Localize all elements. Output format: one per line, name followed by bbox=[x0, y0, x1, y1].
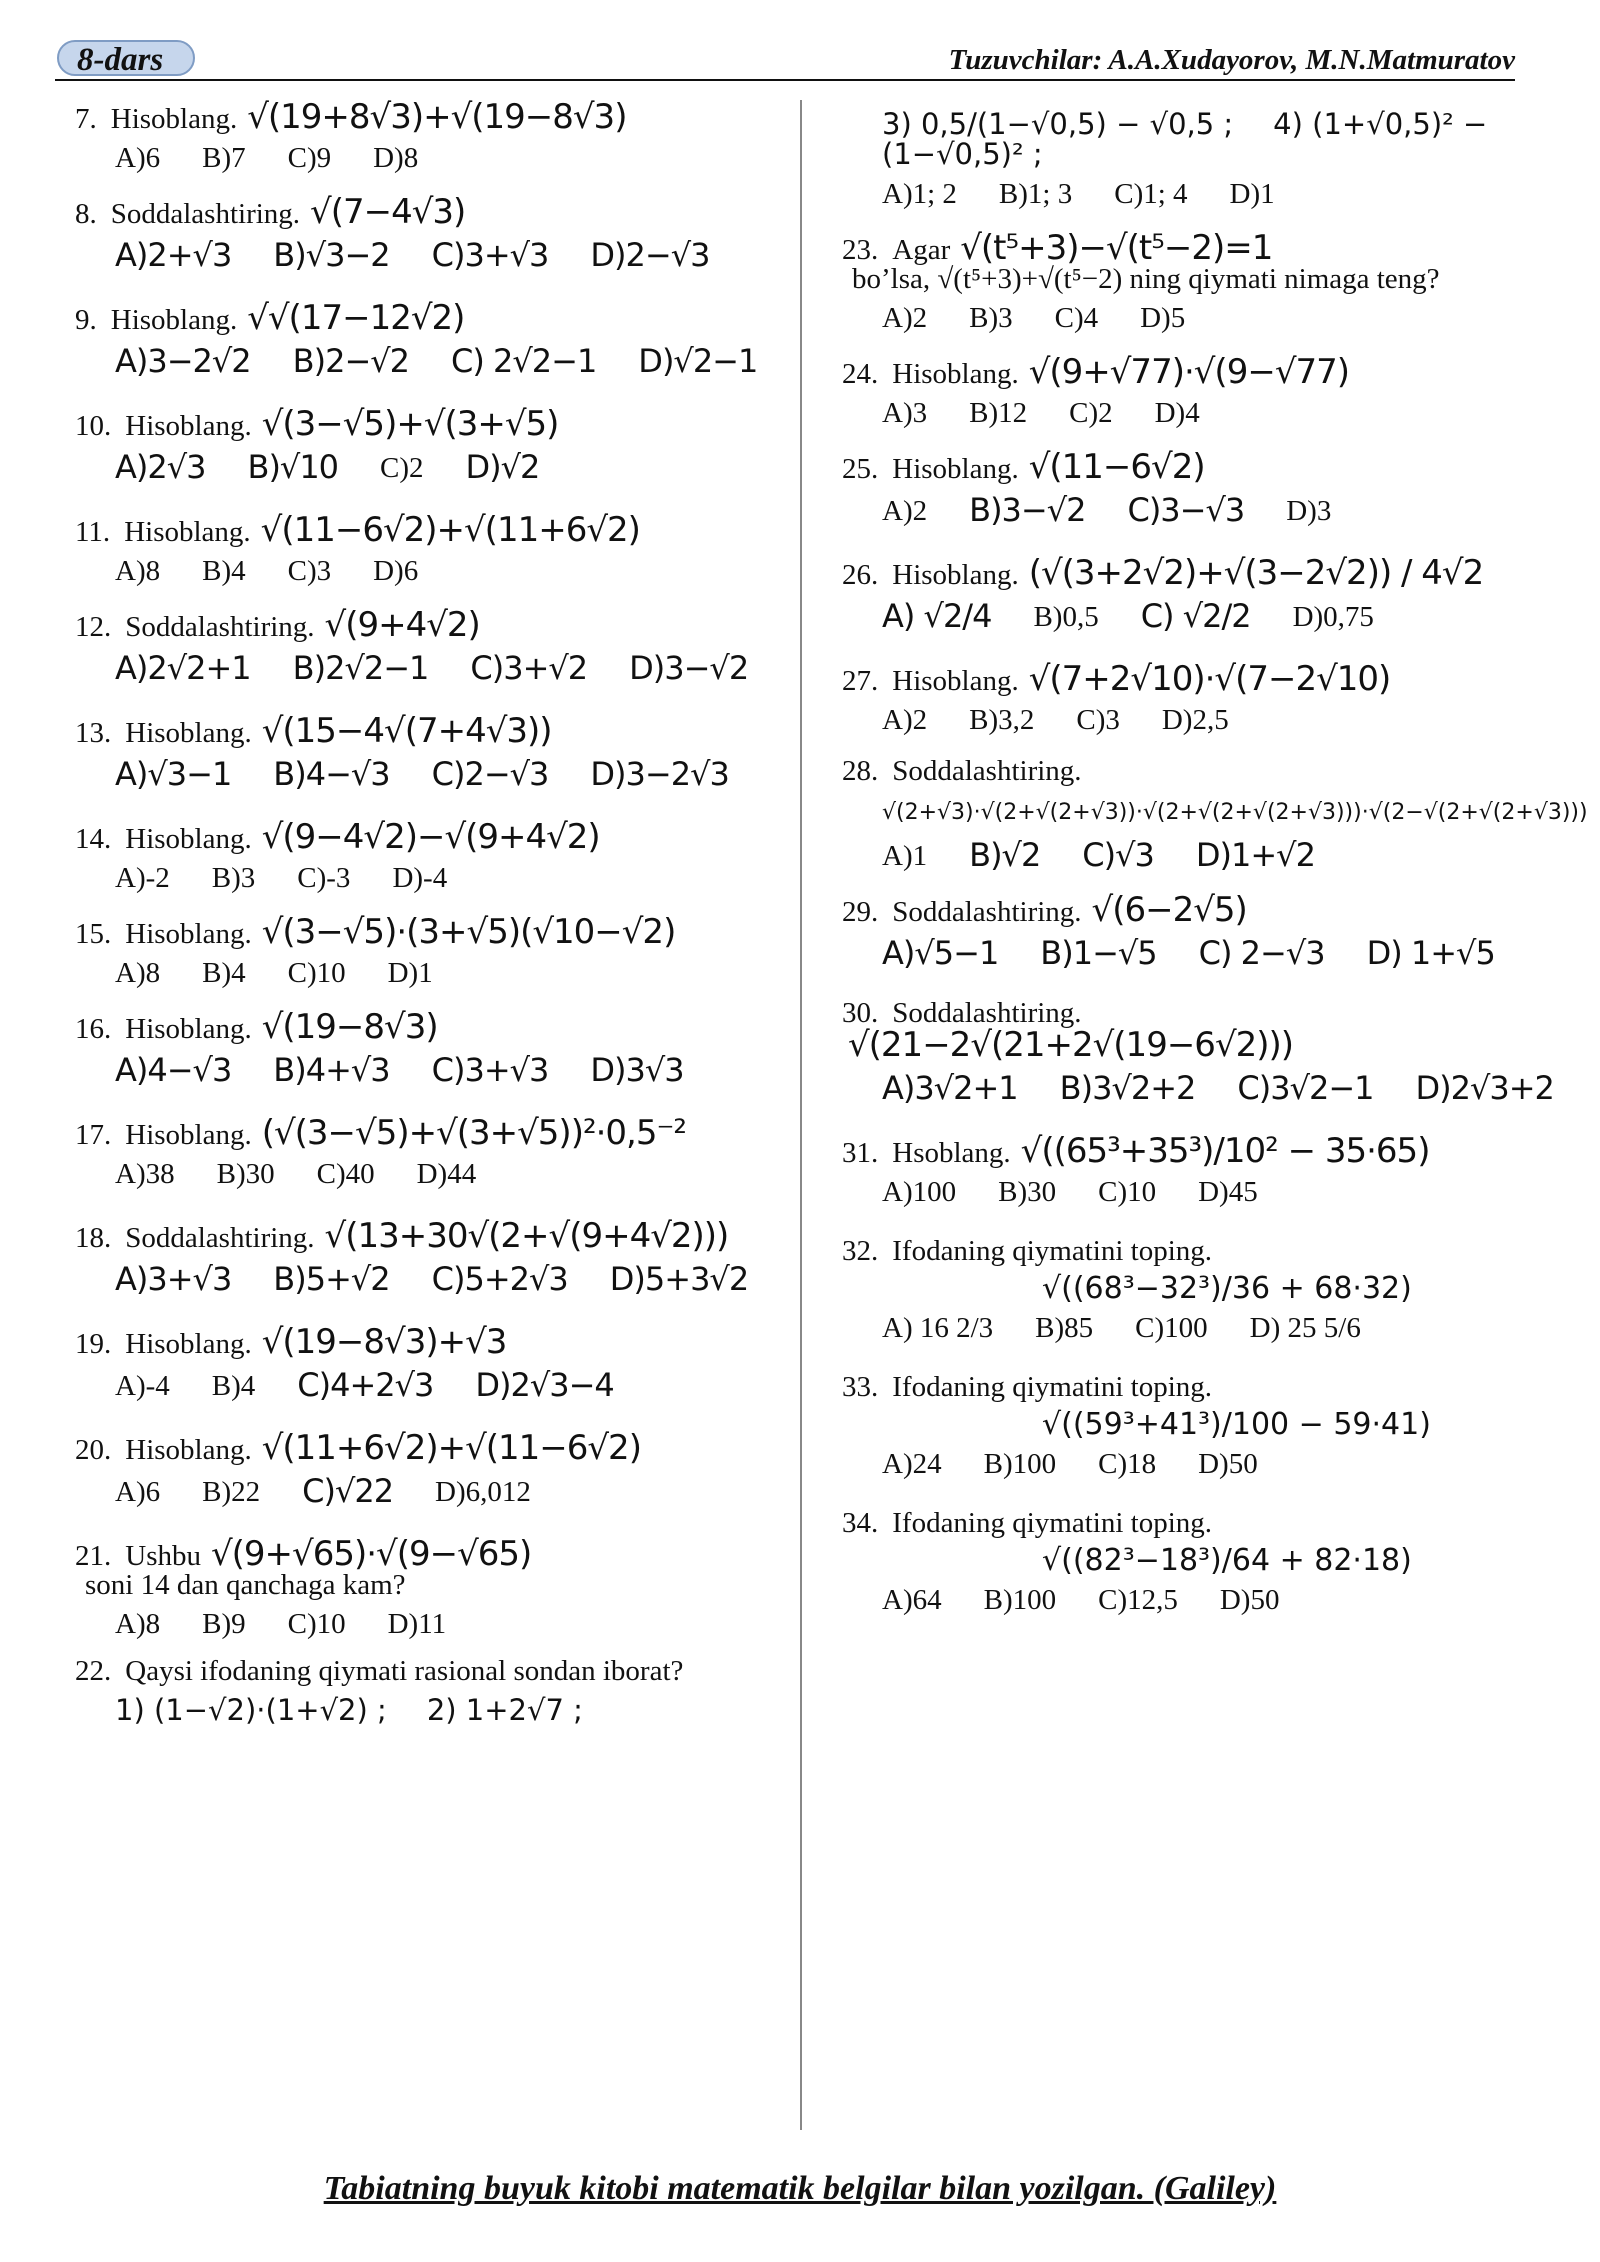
answer-option: C)3 bbox=[1076, 704, 1120, 736]
answer-option: A)38 bbox=[115, 1158, 175, 1190]
answer-option: D)3−√2 bbox=[629, 649, 749, 687]
answer-choices bbox=[115, 1472, 785, 1510]
answer-choices bbox=[115, 448, 785, 486]
answer-option: A)√5−1 bbox=[882, 934, 999, 972]
problem-question bbox=[75, 817, 785, 857]
problem-number: 31. bbox=[842, 1137, 879, 1169]
math-expression: √((65³+35³)/10² − 35·65) bbox=[1020, 1131, 1430, 1171]
answer-choices bbox=[115, 1160, 785, 1189]
problem-item bbox=[842, 352, 1522, 429]
answer-option: D)4 bbox=[1154, 397, 1200, 429]
problem-item bbox=[75, 97, 785, 174]
problem-number: 26. bbox=[842, 559, 879, 591]
answer-option: A)100 bbox=[882, 1176, 957, 1208]
answer-choices bbox=[115, 1051, 785, 1089]
answer-option: A)3+√3 bbox=[115, 1260, 232, 1298]
answer-option: B)1; 3 bbox=[998, 178, 1073, 210]
math-expression: √(11−6√2)+√(11+6√2) bbox=[260, 510, 640, 550]
answer-option: B)4 bbox=[211, 1370, 256, 1402]
answer-option: A)2 bbox=[882, 704, 928, 736]
answer-choices bbox=[115, 342, 785, 380]
problem-text: Soddalashtiring. bbox=[110, 198, 301, 230]
problem-text: Hisoblang. bbox=[125, 1013, 252, 1045]
answer-option: C)2 bbox=[380, 452, 424, 484]
problem-tail-text: bo’lsa, √(t⁵+3)+√(t⁵−2) ning qiymati nimaga teng? bbox=[852, 263, 1440, 295]
answer-option: C) 2−√3 bbox=[1198, 934, 1325, 972]
answer-option: A)6 bbox=[115, 1476, 161, 1508]
answer-choices bbox=[115, 959, 785, 988]
problem-question bbox=[842, 997, 1522, 1065]
answer-option: C)2−√3 bbox=[431, 755, 549, 793]
problem-text: Hisoblang. bbox=[125, 823, 252, 855]
answer-option: B)4+√3 bbox=[273, 1051, 390, 1089]
math-expression-block: √((82³−18³)/64 + 82·18) bbox=[1042, 1543, 1412, 1578]
problem-item bbox=[75, 1534, 785, 1640]
problem-question bbox=[842, 352, 1522, 392]
math-expression: (√(3−√5)+√(3+√5))²·0,5⁻² bbox=[261, 1113, 687, 1153]
math-expression: (√(3+2√2)+√(3−2√2)) / 4√2 bbox=[1028, 553, 1484, 593]
answer-option: A)2 bbox=[882, 495, 928, 527]
answer-option: B)22 bbox=[202, 1476, 261, 1508]
footer-quote: Tabiatning buyuk kitobi matematik belgilar bilan yozilgan. (Galiley) bbox=[323, 2170, 1277, 2207]
problem-item bbox=[75, 298, 785, 380]
answer-option: B)5+√2 bbox=[273, 1260, 390, 1298]
answer-option: B)100 bbox=[983, 1584, 1057, 1616]
problem-question bbox=[75, 404, 785, 444]
answer-option: C) 2√2−1 bbox=[451, 342, 597, 380]
problem-item bbox=[842, 659, 1522, 736]
problem-tail-text: soni 14 dan qanchaga kam? bbox=[85, 1569, 406, 1601]
problem-number: 14. bbox=[75, 823, 112, 855]
answer-choices bbox=[882, 491, 1522, 529]
problem-question bbox=[75, 1428, 785, 1468]
problem-text: Hisoblang. bbox=[892, 453, 1019, 485]
problem-question bbox=[75, 1113, 785, 1153]
answer-option: B)7 bbox=[202, 142, 246, 174]
answer-option: D)1 bbox=[1229, 178, 1275, 210]
answer-option: C)3+√2 bbox=[470, 649, 588, 687]
problem-question bbox=[75, 1216, 785, 1256]
answer-option: C)18 bbox=[1098, 1448, 1157, 1480]
problem-text: Hisoblang. bbox=[125, 1119, 252, 1151]
problem-item bbox=[75, 1657, 785, 1726]
answer-option: B)9 bbox=[202, 1608, 246, 1640]
answer-option: A)8 bbox=[115, 957, 161, 989]
answer-option: C)3√2−1 bbox=[1237, 1069, 1374, 1107]
problem-question bbox=[842, 228, 1522, 295]
problem-item bbox=[75, 192, 785, 274]
answer-option: C)5+2√3 bbox=[431, 1260, 568, 1298]
problem-number: 33. bbox=[842, 1371, 879, 1403]
problem-number: 28. bbox=[842, 755, 879, 787]
problem-text: Ifodaning qiymatini toping. bbox=[892, 1235, 1213, 1267]
problem-number: 13. bbox=[75, 717, 112, 749]
answer-choices bbox=[115, 1610, 785, 1639]
answer-option: B)12 bbox=[969, 397, 1028, 429]
problem-number: 27. bbox=[842, 665, 879, 697]
column-divider bbox=[800, 100, 802, 2130]
problem-item bbox=[75, 1216, 785, 1298]
problem-question bbox=[75, 1322, 785, 1362]
problem-number: 32. bbox=[842, 1235, 879, 1267]
problem-question bbox=[75, 510, 785, 550]
answer-choices bbox=[882, 597, 1522, 635]
answer-option: B)30 bbox=[216, 1158, 275, 1190]
problem-text: Hisoblang. bbox=[110, 304, 238, 336]
answer-option: A)2√2+1 bbox=[115, 649, 251, 687]
answer-option: B)85 bbox=[1035, 1312, 1094, 1344]
option-list bbox=[882, 107, 1522, 171]
answer-option: A) √2/4 bbox=[882, 597, 992, 635]
answer-option: A)1; 2 bbox=[882, 178, 957, 210]
problem-question bbox=[75, 605, 785, 645]
problem-text: Hisoblang. bbox=[125, 1434, 252, 1466]
answer-choices bbox=[882, 1450, 1522, 1479]
answer-option: D)2,5 bbox=[1161, 704, 1229, 736]
answer-choices bbox=[115, 144, 785, 173]
answer-option: D)3 bbox=[1286, 495, 1332, 527]
math-expression: √(9+√77)·√(9−√77) bbox=[1028, 352, 1350, 392]
answer-choices bbox=[882, 1069, 1554, 1107]
answer-option: D)3−2√3 bbox=[590, 755, 729, 793]
problem-number: 21. bbox=[75, 1540, 112, 1572]
answer-option: D)5+3√2 bbox=[609, 1260, 749, 1298]
problem-text: Qaysi ifodaning qiymati rasional sondan iborat? bbox=[125, 1655, 684, 1687]
answer-option: D)6,012 bbox=[435, 1476, 531, 1508]
problem-question bbox=[842, 553, 1522, 593]
answer-option: C)3 bbox=[287, 555, 332, 587]
problem-text: Hisoblang. bbox=[125, 717, 252, 749]
math-expression: √(3−√5)·(3+√5)(√10−√2) bbox=[261, 912, 676, 952]
problem-number: 15. bbox=[75, 918, 112, 950]
answer-option: A)4−√3 bbox=[115, 1051, 232, 1089]
answer-option: D)0,75 bbox=[1292, 601, 1374, 633]
answer-option: A)24 bbox=[882, 1448, 942, 1480]
problem-text: Ifodaning qiymatini toping. bbox=[892, 1507, 1213, 1539]
answer-option: B)4−√3 bbox=[273, 755, 390, 793]
problem-text: Soddalashtiring. bbox=[892, 755, 1082, 787]
problem-number: 20. bbox=[75, 1434, 112, 1466]
answer-option: C)3+√3 bbox=[431, 236, 549, 274]
problem-question bbox=[842, 1509, 1522, 1538]
answer-option: D)√2 bbox=[465, 448, 540, 486]
answer-option: A)3 bbox=[882, 397, 928, 429]
problem-item bbox=[75, 404, 785, 486]
answer-option: D)45 bbox=[1198, 1176, 1258, 1208]
problem-text: Soddalashtiring. bbox=[125, 611, 315, 643]
problem-item bbox=[842, 228, 1522, 334]
math-expression: √(t⁵+3)−√(t⁵−2)=1 bbox=[960, 228, 1273, 268]
problem-item bbox=[75, 510, 785, 587]
math-expression: √(3−√5)+√(3+√5) bbox=[261, 404, 559, 444]
math-expression: √(15−4√(7+4√3)) bbox=[261, 711, 552, 751]
math-expression: √(7+2√10)·√(7−2√10) bbox=[1028, 659, 1391, 699]
answer-choices bbox=[882, 934, 1522, 972]
problem-text: Hisoblang. bbox=[110, 103, 238, 135]
answer-option: A)6 bbox=[115, 142, 161, 174]
answer-option: A)2 bbox=[882, 302, 928, 334]
problem-number: 23. bbox=[842, 234, 879, 266]
problem-number: 30. bbox=[842, 997, 879, 1029]
answer-choices bbox=[882, 399, 1522, 428]
problem-question bbox=[75, 97, 785, 137]
answer-option: C)2 bbox=[1069, 397, 1113, 429]
answer-option: D) 1+√5 bbox=[1366, 934, 1495, 972]
answer-option: C)4 bbox=[1054, 302, 1099, 334]
problem-item bbox=[842, 553, 1522, 635]
expression-option: 4) (1+√0,5)² − (1−√0,5)² ; bbox=[882, 107, 1488, 171]
answer-option: B)3 bbox=[969, 302, 1013, 334]
answer-option: A)1 bbox=[882, 840, 928, 872]
problem-item bbox=[75, 912, 785, 989]
answer-option: C)4+2√3 bbox=[297, 1366, 434, 1404]
expression-option: 3) 0,5/(1−√0,5) − √0,5 ; bbox=[882, 107, 1234, 141]
math-expression: √(9−4√2)−√(9+4√2) bbox=[261, 817, 600, 857]
problem-number: 24. bbox=[842, 358, 879, 390]
answer-option: B)2√2−1 bbox=[292, 649, 429, 687]
lesson-badge: 8-dars bbox=[57, 40, 195, 76]
problem-question bbox=[842, 447, 1522, 487]
problem-text: Ushbu bbox=[125, 1540, 201, 1572]
answer-option: C)-3 bbox=[297, 862, 351, 894]
answer-option: D)2−√3 bbox=[590, 236, 710, 274]
answer-option: D)√2−1 bbox=[638, 342, 758, 380]
answer-choices bbox=[115, 236, 785, 274]
answer-option: C)10 bbox=[1098, 1176, 1157, 1208]
answer-option: B)3√2+2 bbox=[1059, 1069, 1196, 1107]
problem-number: 25. bbox=[842, 453, 879, 485]
problem-question bbox=[75, 1657, 785, 1686]
answer-option: B)3,2 bbox=[969, 704, 1035, 736]
problem-text: Soddalashtiring. bbox=[892, 896, 1082, 928]
left-column bbox=[75, 97, 785, 1740]
problem-text: Hisoblang. bbox=[124, 516, 251, 548]
answer-option: C)10 bbox=[287, 957, 346, 989]
problem-number: 19. bbox=[75, 1328, 112, 1360]
problem-item bbox=[75, 1113, 785, 1190]
problem-item bbox=[842, 1373, 1522, 1479]
problem-question bbox=[75, 1007, 785, 1047]
answer-option: B)√10 bbox=[247, 448, 339, 486]
page-header bbox=[55, 36, 1515, 82]
header-rule bbox=[55, 79, 1515, 81]
answer-option: C)√3 bbox=[1082, 836, 1154, 874]
problem-item bbox=[842, 107, 1522, 210]
answer-choices bbox=[115, 1366, 785, 1404]
answer-choices bbox=[882, 180, 1522, 209]
problem-number: 34. bbox=[842, 1507, 879, 1539]
answer-choices bbox=[115, 755, 785, 793]
answer-option: B)√3−2 bbox=[273, 236, 390, 274]
problem-item bbox=[75, 1322, 785, 1404]
answer-option: A)2+√3 bbox=[115, 236, 232, 274]
problem-item bbox=[842, 1131, 1522, 1208]
problem-text: Hisoblang. bbox=[892, 559, 1019, 591]
answer-option: A)64 bbox=[882, 1584, 942, 1616]
answer-option: D)50 bbox=[1219, 1584, 1280, 1616]
answer-option: D)1+√2 bbox=[1195, 836, 1315, 874]
answer-option: D)11 bbox=[387, 1608, 447, 1640]
problem-text: Soddalashtiring. bbox=[892, 997, 1082, 1029]
answer-choices bbox=[882, 304, 1522, 333]
answer-option: D)8 bbox=[373, 142, 419, 174]
problem-question bbox=[75, 192, 785, 232]
answer-option: A) 16 2/3 bbox=[882, 1312, 994, 1344]
answer-option: A)3−2√2 bbox=[115, 342, 251, 380]
math-expression: √(13+30√(2+√(9+4√2))) bbox=[324, 1216, 729, 1256]
math-expression: √(7−4√3) bbox=[310, 192, 466, 232]
problem-item bbox=[842, 447, 1522, 529]
answer-option: B)4 bbox=[202, 957, 246, 989]
answer-option: C)3−√3 bbox=[1127, 491, 1245, 529]
problem-number: 29. bbox=[842, 896, 879, 928]
answer-option: D)1 bbox=[387, 957, 433, 989]
problem-item bbox=[842, 755, 1588, 874]
answer-option: B)4 bbox=[202, 555, 246, 587]
answer-option: C)40 bbox=[316, 1158, 375, 1190]
answer-option: B)3 bbox=[211, 862, 256, 894]
answer-option: A)-4 bbox=[115, 1370, 170, 1402]
math-expression: √(6−2√5) bbox=[1091, 890, 1247, 930]
problem-question bbox=[75, 298, 785, 338]
math-expression: √√(17−12√2) bbox=[247, 298, 465, 338]
problem-item bbox=[75, 817, 785, 894]
math-expression-block: √((68³−32³)/36 + 68·32) bbox=[1042, 1271, 1412, 1306]
problem-text: Hisoblang. bbox=[125, 918, 252, 950]
answer-choices bbox=[882, 836, 1522, 874]
option-list bbox=[115, 1693, 785, 1727]
problem-question bbox=[842, 659, 1522, 699]
math-expression: √(19−8√3) bbox=[261, 1007, 438, 1047]
math-expression: √(19+8√3)+√(19−8√3) bbox=[247, 97, 627, 137]
answer-option: A)8 bbox=[115, 555, 161, 587]
answer-option: B)2−√2 bbox=[292, 342, 410, 380]
answer-option: C)10 bbox=[287, 1608, 346, 1640]
answer-option: A)8 bbox=[115, 1608, 161, 1640]
answer-option: D)6 bbox=[373, 555, 419, 587]
answer-option: D)3√3 bbox=[590, 1051, 684, 1089]
answer-option: C)1; 4 bbox=[1114, 178, 1188, 210]
answer-option: B)1−√5 bbox=[1040, 934, 1157, 972]
answer-option: C)3+√3 bbox=[431, 1051, 549, 1089]
answer-option: C)100 bbox=[1135, 1312, 1208, 1344]
problem-text: Hisoblang. bbox=[125, 410, 252, 442]
answer-option: C)12,5 bbox=[1098, 1584, 1178, 1616]
answer-option: B)0,5 bbox=[1033, 601, 1099, 633]
answer-option: B)√2 bbox=[969, 836, 1041, 874]
expression-option: 1) (1−√2)·(1+√2) ; bbox=[115, 1693, 387, 1727]
problem-number: 17. bbox=[75, 1119, 112, 1151]
math-expression: √(9+4√2) bbox=[324, 605, 480, 645]
problem-question bbox=[842, 1131, 1522, 1171]
math-expression-block: √((59³+41³)/100 − 59·41) bbox=[1042, 1407, 1431, 1442]
answer-choices bbox=[115, 557, 785, 586]
answer-choices bbox=[882, 1178, 1522, 1207]
answer-choices bbox=[882, 1586, 1522, 1615]
math-expression: √(11−6√2) bbox=[1028, 447, 1205, 487]
answer-option: C) √2/2 bbox=[1140, 597, 1251, 635]
problem-item bbox=[842, 1237, 1522, 1343]
problem-question bbox=[75, 1534, 785, 1601]
answer-choices bbox=[115, 649, 785, 687]
problem-text: Hisoblang. bbox=[892, 665, 1019, 697]
math-expression: √(21−2√(21+2√(19−6√2))) bbox=[848, 1025, 1294, 1065]
problem-item bbox=[75, 605, 785, 687]
problem-question bbox=[842, 1237, 1522, 1266]
answer-choices bbox=[882, 706, 1522, 735]
problem-text: Ifodaning qiymatini toping. bbox=[892, 1371, 1213, 1403]
problem-number: 10. bbox=[75, 410, 112, 442]
answer-option: D)5 bbox=[1140, 302, 1186, 334]
answer-option: D)-4 bbox=[392, 862, 448, 894]
answer-option: B)3−√2 bbox=[969, 491, 1086, 529]
right-column bbox=[842, 100, 1588, 1629]
problem-number: 8. bbox=[75, 198, 97, 230]
math-expression: √(9+√65)·√(9−√65) bbox=[210, 1534, 532, 1574]
answer-option: D)2√3−4 bbox=[475, 1366, 614, 1404]
problem-number: 18. bbox=[75, 1222, 112, 1254]
problem-question bbox=[842, 1373, 1522, 1402]
answer-option: A)2√3 bbox=[115, 448, 206, 486]
nested-radical-expression: √(2+√3)·√(2+√(2+√3))·√(2+√(2+√(2+√3)))·√(2−√(2+√(2+√3))) bbox=[882, 800, 1588, 825]
answer-option: D)2√3+2 bbox=[1415, 1069, 1554, 1107]
answer-choices bbox=[115, 864, 785, 893]
answer-option: D)44 bbox=[416, 1158, 477, 1190]
problem-number: 7. bbox=[75, 103, 97, 135]
expression-option: 2) 1+2√7 ; bbox=[426, 1693, 583, 1727]
answer-choices bbox=[882, 1314, 1522, 1343]
problem-text: Agar bbox=[892, 234, 951, 266]
problem-number: 16. bbox=[75, 1013, 112, 1045]
problem-item bbox=[75, 1007, 785, 1089]
problem-number: 11. bbox=[75, 516, 111, 548]
problem-text: Hisoblang. bbox=[125, 1328, 252, 1360]
answer-option: D) 25 5/6 bbox=[1249, 1312, 1361, 1344]
problem-number: 12. bbox=[75, 611, 112, 643]
answer-option: D)50 bbox=[1198, 1448, 1258, 1480]
answer-option: A)-2 bbox=[115, 862, 170, 894]
problem-item bbox=[842, 890, 1522, 972]
problem-number: 9. bbox=[75, 304, 97, 336]
problem-question bbox=[75, 912, 785, 952]
problem-item bbox=[842, 1509, 1522, 1615]
answer-option: A)√3−1 bbox=[115, 755, 232, 793]
answer-option: B)100 bbox=[983, 1448, 1057, 1480]
problem-item bbox=[75, 711, 785, 793]
problem-question bbox=[842, 757, 1522, 786]
answer-option: B)30 bbox=[998, 1176, 1057, 1208]
authors-line: Tuzuvchilar: A.A.Xudayorov, M.N.Matmuratov bbox=[948, 44, 1515, 76]
problem-text: Soddalashtiring. bbox=[125, 1222, 315, 1254]
problem-text: Hsoblang. bbox=[892, 1137, 1011, 1169]
answer-option: C)9 bbox=[287, 142, 332, 174]
answer-choices bbox=[115, 1260, 785, 1298]
problem-question bbox=[75, 711, 785, 751]
problem-item bbox=[75, 1428, 785, 1510]
answer-option: C)√22 bbox=[302, 1472, 394, 1510]
problem-question bbox=[842, 890, 1522, 930]
problem-number: 22. bbox=[75, 1655, 112, 1687]
math-expression: √(11+6√2)+√(11−6√2) bbox=[261, 1428, 641, 1468]
math-expression: √(19−8√3)+√3 bbox=[261, 1322, 507, 1362]
problem-text: Hisoblang. bbox=[892, 358, 1019, 390]
answer-option: A)3√2+1 bbox=[882, 1069, 1018, 1107]
problem-item bbox=[842, 997, 1554, 1107]
